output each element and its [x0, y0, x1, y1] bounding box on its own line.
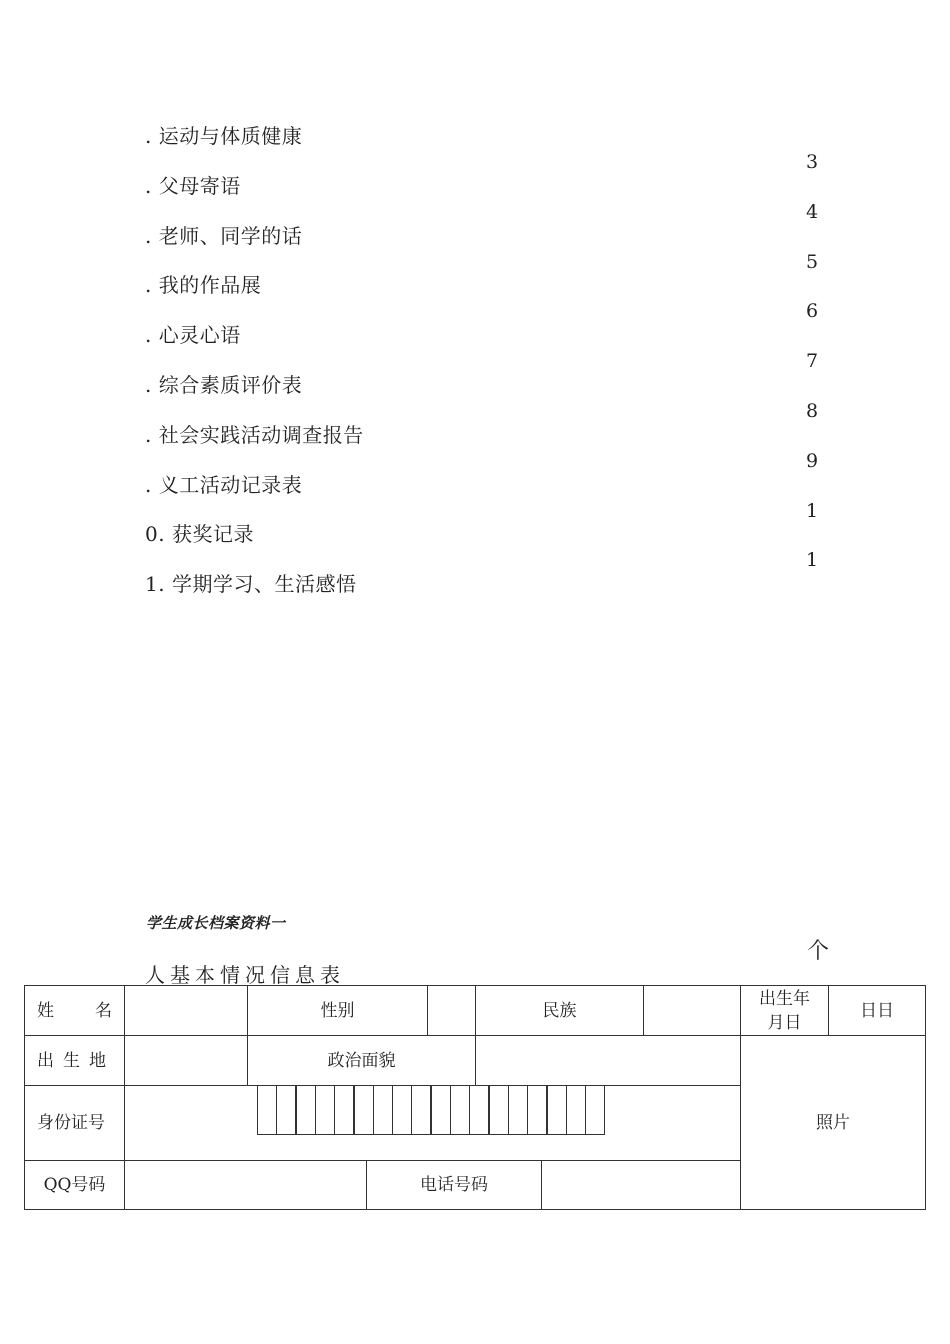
- id-digit-box[interactable]: [276, 1085, 296, 1135]
- gender-value-cell[interactable]: [427, 985, 476, 1036]
- birthplace-label-cell: [24, 1035, 125, 1086]
- section-title: 学生成长档案资料一: [146, 914, 286, 932]
- phone-value-cell[interactable]: [541, 1160, 741, 1210]
- name-label-char-1: 姓: [37, 1000, 54, 1021]
- toc-item: . 运动与体质健康: [145, 124, 303, 148]
- qq-label: QQ号码: [43, 1175, 106, 1195]
- id-digit-box[interactable]: [296, 1085, 316, 1135]
- birth-day-label: 日日: [860, 1000, 894, 1021]
- id-digit-box[interactable]: [585, 1085, 605, 1135]
- id-digit-box[interactable]: [527, 1085, 547, 1135]
- id-digit-box[interactable]: [411, 1085, 431, 1135]
- phone-label-cell: [366, 1160, 542, 1210]
- toc-page-number: 5: [806, 250, 819, 273]
- id-digit-box[interactable]: [354, 1085, 374, 1135]
- id-digit-box[interactable]: [547, 1085, 567, 1135]
- id-digit-box[interactable]: [431, 1085, 451, 1135]
- gender-label-cell: [247, 985, 428, 1036]
- table-title: 人基本情况信息表: [145, 963, 345, 987]
- birth-date-label-line1: 出生年: [759, 988, 810, 1009]
- id-digit-box[interactable]: [334, 1085, 354, 1135]
- toc-page-number: 1: [806, 499, 819, 522]
- toc-item: 0. 获奖记录: [145, 522, 254, 547]
- toc-item: . 心灵心语: [145, 323, 241, 348]
- qq-label-cell: [24, 1160, 125, 1210]
- id-digit-box[interactable]: [373, 1085, 393, 1135]
- political-status-label: 政治面貌: [327, 1050, 396, 1071]
- ethnicity-value-cell[interactable]: [643, 985, 741, 1036]
- toc-page-number: 7: [806, 350, 819, 373]
- id-digit-box[interactable]: [489, 1085, 509, 1135]
- qq-value-cell[interactable]: [124, 1160, 367, 1210]
- gender-label: 性别: [320, 1000, 355, 1021]
- id-digit-box[interactable]: [469, 1085, 489, 1135]
- political-status-label-cell: [247, 1035, 476, 1086]
- toc-page-number: 4: [806, 200, 819, 223]
- id-digit-box[interactable]: [566, 1085, 586, 1135]
- phone-label: 电话号码: [420, 1175, 488, 1195]
- ethnicity-label: 民族: [542, 1000, 577, 1021]
- birthplace-value-cell[interactable]: [124, 1035, 248, 1086]
- toc-item: . 社会实践活动调查报告: [145, 422, 364, 447]
- id-digit-box[interactable]: [392, 1085, 412, 1135]
- toc-page-number: 8: [806, 400, 819, 422]
- toc-page-number: 9: [806, 449, 819, 472]
- name-value-cell[interactable]: [124, 985, 248, 1036]
- section-marker: 个: [807, 939, 830, 964]
- name-label-cell: [24, 985, 125, 1036]
- toc-item: . 我的作品展: [145, 273, 262, 298]
- id-number-label: 身份证号: [37, 1113, 105, 1133]
- birth-date-label-cell: [740, 985, 829, 1036]
- toc-item: . 综合素质评价表: [145, 373, 303, 397]
- birth-day-cell: [828, 985, 926, 1036]
- photo-cell: [740, 1035, 926, 1210]
- toc-item: 1. 学期学习、生活感悟: [145, 572, 357, 597]
- toc-item: . 老师、同学的话: [145, 223, 303, 248]
- toc-page-number: 3: [806, 151, 819, 173]
- id-digit-box[interactable]: [315, 1085, 335, 1135]
- id-digit-box[interactable]: [257, 1085, 277, 1135]
- birthplace-label: 出生地: [37, 1050, 115, 1071]
- id-number-label-cell: [24, 1085, 125, 1161]
- birth-date-label-line2: 月日: [767, 1012, 802, 1033]
- id-digit-box[interactable]: [508, 1085, 528, 1135]
- toc-page-number: 1: [806, 549, 819, 572]
- name-label-char-2: 名: [95, 1000, 112, 1021]
- political-status-value-cell[interactable]: [475, 1035, 741, 1086]
- toc-page-number: 6: [806, 300, 819, 323]
- toc-item: . 父母寄语: [145, 173, 241, 198]
- photo-label: 照片: [816, 1112, 850, 1133]
- id-digit-box[interactable]: [450, 1085, 470, 1135]
- ethnicity-label-cell: [475, 985, 644, 1036]
- toc-item: . 义工活动记录表: [145, 472, 303, 497]
